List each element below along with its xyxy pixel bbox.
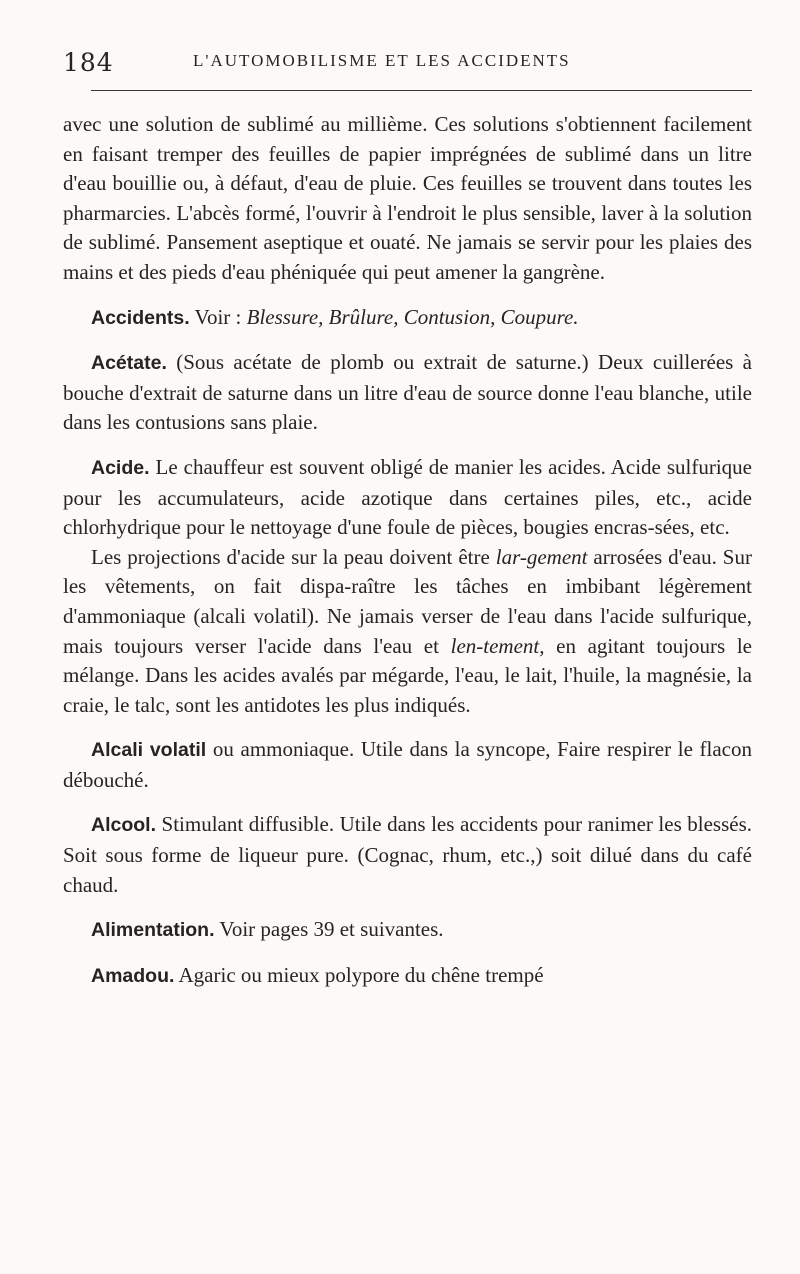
- text-run: Les projections d'acide sur la peau doivent être: [91, 544, 496, 569]
- entry-term: Alimentation.: [91, 919, 215, 942]
- entry-alimentation: [63, 915, 752, 946]
- entry-term: Acide.: [91, 456, 150, 479]
- entry-text: Agaric ou mieux polypore du chêne trempé: [178, 962, 544, 987]
- entry-term: Alcool.: [91, 814, 157, 837]
- entry-alcool: [63, 810, 752, 900]
- entry-text: Stimulant diffusible. Utile dans les accidents pour ranimer les blessés. Soit sous forme de liqueur pure. (Cognac, rhum, etc.,) soit dilué dans du café chaud.: [63, 812, 752, 897]
- text-run: arrosées d'eau. Sur les vêtements, on fait dispa-raître les tâches en imbibant légèrement d'ammoniaque (alcali volatil). Ne jamais verser de l'eau dans l'acide sulfurique, mais toujours verser l'acide dans l'eau et: [63, 544, 752, 658]
- entry-lead: Voir :: [194, 304, 242, 329]
- entry-term: Accidents.: [91, 306, 190, 329]
- entry-refs: Blessure, Brûlure, Contusion, Coupure.: [246, 304, 579, 329]
- entry-acide-continued: [63, 543, 752, 721]
- page-header: [63, 48, 752, 88]
- entry-accidents: [63, 303, 752, 334]
- page-body: [63, 110, 752, 991]
- entry-text: (Sous acétate de plomb ou extrait de saturne.) Deux cuillerées à bouche d'extrait de saturne dans un litre d'eau de source donne l'eau blanche, utile dans les contusions sans plaie.: [63, 350, 752, 435]
- page-number: 184: [63, 48, 114, 77]
- entry-text: Voir pages 39 et suivantes.: [219, 917, 444, 942]
- entry-alcali: [63, 735, 752, 795]
- paragraph-continued: [63, 110, 752, 288]
- text-run: en agitant toujours le mélange. Dans les acides avalés par mégarde, l'eau, le lait, l'huile, la magnésie, la craie, le talc, sont les antidotes les plus indiqués.: [63, 633, 752, 717]
- entry-acetate: [63, 348, 752, 438]
- entry-text: Le chauffeur est souvent obligé de manier les acides. Acide sulfurique pour les accumulateurs, acide azotique dans certaines piles, etc., acide chlorhydrique pour le nettoyage d'une foule de pièces, bougies encras-sées, etc.: [63, 454, 752, 540]
- entry-term: Amadou.: [91, 964, 175, 987]
- entry-term: Acétate.: [91, 352, 167, 375]
- running-head: L'AUTOMOBILISME ET LES ACCIDENTS: [193, 51, 571, 70]
- italic-run: len-tement,: [450, 633, 545, 658]
- entry-amadou: [63, 961, 752, 992]
- italic-run: lar-gement: [495, 544, 588, 569]
- entry-acide: [63, 453, 752, 543]
- entry-term: Alcali volatil: [91, 739, 207, 762]
- paragraph-text: avec une solution de sublimé au millième. Ces solutions s'obtiennent facilement en faisant tremper des feuilles de papier imprégnées de sublimé dans un litre d'eau bouillie ou, à défaut, d'eau de pluie. Ces feuilles se trouvent dans toutes les pharmarcies. L'abcès formé, l'ouvrir à l'endroit le plus sensible, laver à la solution de sublimé. Pansement aseptique et ouaté. Ne jamais se servir pour les plaies des mains et des pieds d'eau phéniquée qui peut amener la gangrène.: [63, 112, 752, 284]
- entry-text: ou ammoniaque. Utile dans la syncope, Faire respirer le flacon débouché.: [63, 737, 753, 792]
- header-rule: [91, 90, 752, 91]
